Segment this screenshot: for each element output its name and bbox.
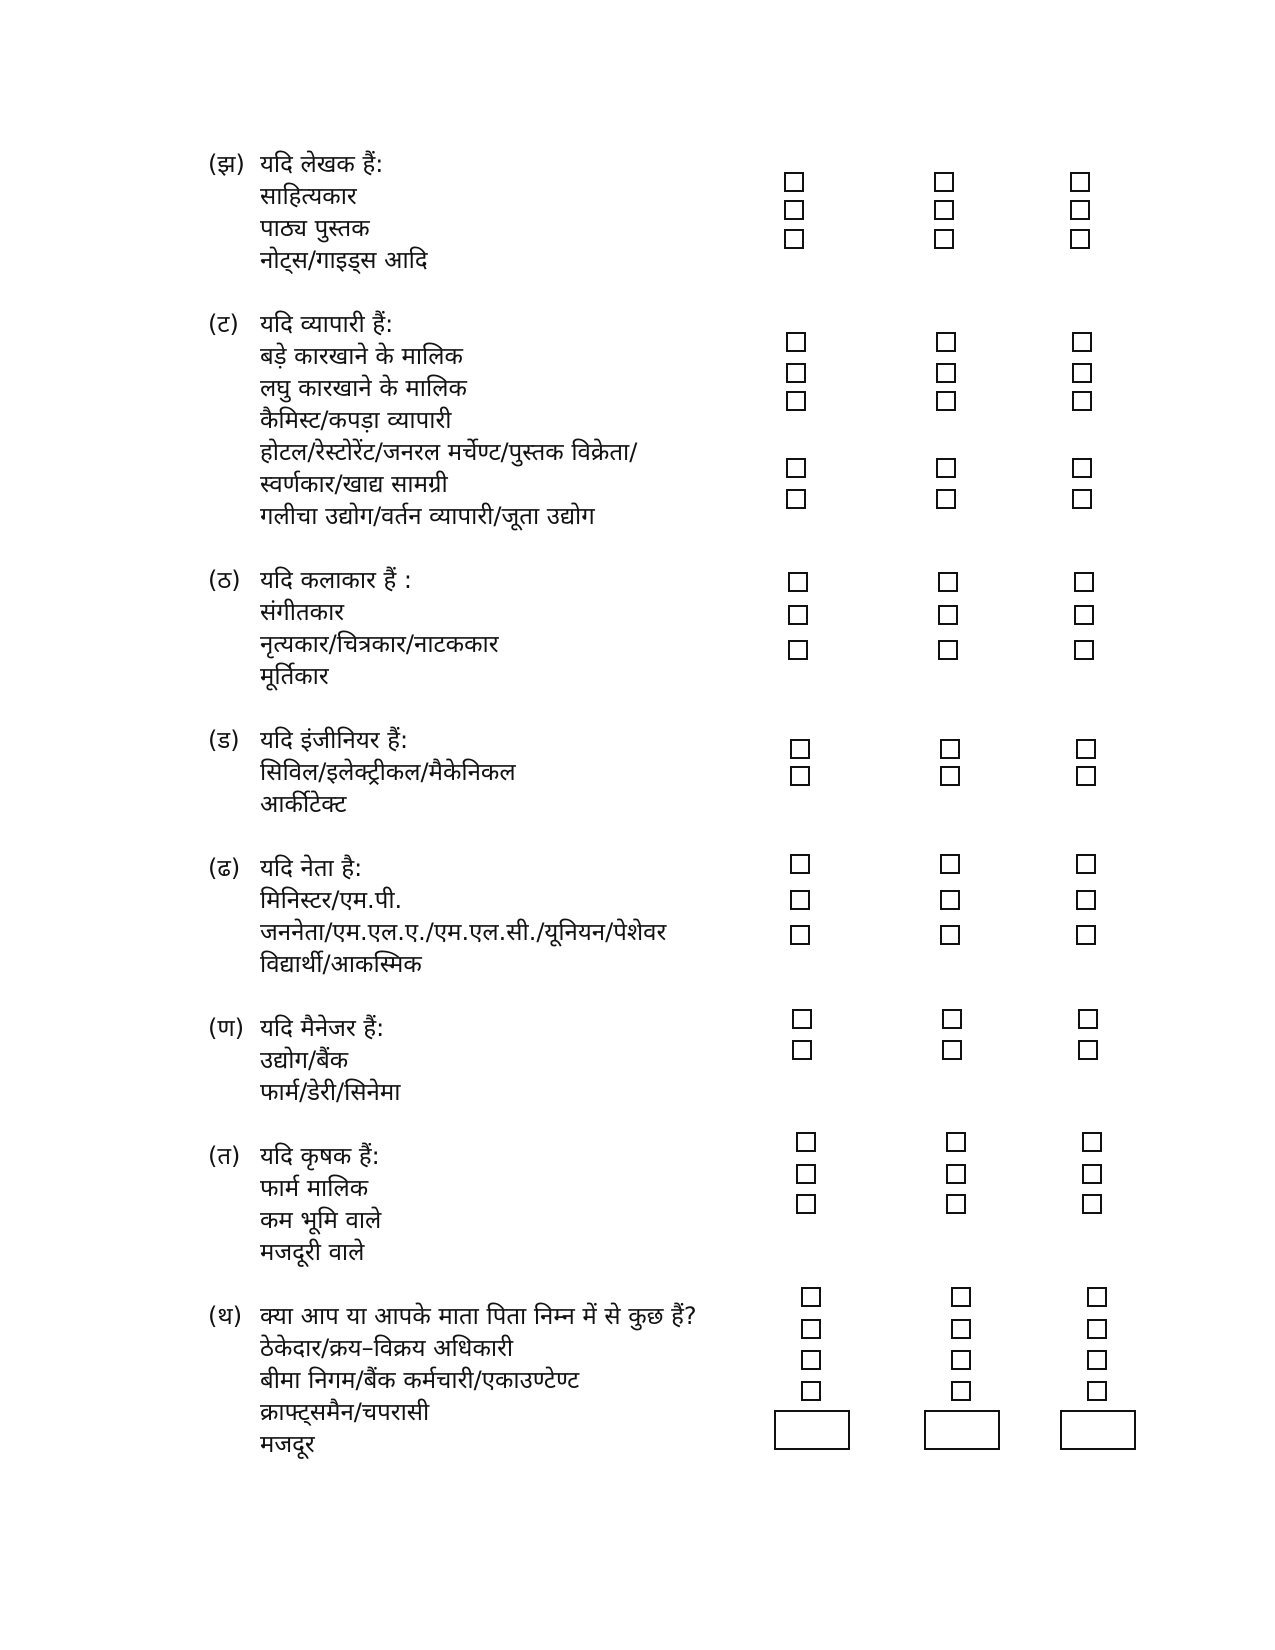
checkbox[interactable] xyxy=(1070,172,1090,192)
checkbox[interactable] xyxy=(951,1287,971,1307)
checkbox[interactable] xyxy=(1074,572,1094,592)
checkbox[interactable] xyxy=(936,332,956,352)
checkbox[interactable] xyxy=(936,391,956,411)
checkbox[interactable] xyxy=(938,605,958,625)
checkbox[interactable] xyxy=(1082,1164,1102,1184)
option-label: मजदूर xyxy=(260,1430,315,1458)
section-marker: (ढ) xyxy=(208,854,241,882)
section-heading: यदि नेता है: xyxy=(260,854,363,882)
option-label: मजदूरी वाले xyxy=(260,1238,365,1266)
section-marker: (ण) xyxy=(208,1014,245,1042)
option-label: मिनिस्टर/एम.पी. xyxy=(260,886,403,914)
checkbox[interactable] xyxy=(801,1381,821,1401)
checkbox[interactable] xyxy=(784,200,804,220)
checkbox[interactable] xyxy=(936,489,956,509)
checkbox[interactable] xyxy=(1076,766,1096,786)
checkbox[interactable] xyxy=(940,854,960,874)
option-label: नोट्स/गाइड्स आदि xyxy=(260,246,428,274)
checkbox[interactable] xyxy=(792,1040,812,1060)
checkbox[interactable] xyxy=(784,229,804,249)
section-marker: (ट) xyxy=(208,310,239,338)
checkbox[interactable] xyxy=(936,363,956,383)
checkbox[interactable] xyxy=(786,391,806,411)
option-label: साहित्यकार xyxy=(260,182,357,210)
checkbox[interactable] xyxy=(1072,458,1092,478)
checkbox[interactable] xyxy=(946,1132,966,1152)
checkbox[interactable] xyxy=(951,1381,971,1401)
checkbox[interactable] xyxy=(796,1194,816,1214)
option-label: लघु कारखाने के मालिक xyxy=(260,374,467,402)
option-label: क्राफ्ट्समैन/चपरासी xyxy=(260,1398,430,1426)
checkbox[interactable] xyxy=(790,854,810,874)
checkbox[interactable] xyxy=(1072,489,1092,509)
option-label: मूर्तिकार xyxy=(260,662,329,690)
checkbox[interactable] xyxy=(940,739,960,759)
option-label: कम भूमि वाले xyxy=(260,1206,382,1234)
checkbox[interactable] xyxy=(940,890,960,910)
checkbox[interactable] xyxy=(788,572,808,592)
checkbox[interactable] xyxy=(796,1164,816,1184)
section-heading: क्या आप या आपके माता पिता निम्न में से कुछ हैं? xyxy=(260,1302,697,1330)
option-label: आर्कीटेक्ट xyxy=(260,790,347,818)
option-label: पाठ्य पुस्तक xyxy=(260,214,370,242)
checkbox[interactable] xyxy=(1074,640,1094,660)
checkbox[interactable] xyxy=(790,890,810,910)
checkbox[interactable] xyxy=(1072,363,1092,383)
checkbox[interactable] xyxy=(1076,739,1096,759)
section-heading: यदि कृषक हैं: xyxy=(260,1142,380,1170)
checkbox[interactable] xyxy=(1087,1287,1107,1307)
checkbox[interactable] xyxy=(934,229,954,249)
option-label: जननेता/एम.एल.ए./एम.एल.सी./यूनियन/पेशेवर xyxy=(260,918,667,946)
checkbox[interactable] xyxy=(934,200,954,220)
checkbox[interactable] xyxy=(786,332,806,352)
checkbox[interactable] xyxy=(784,172,804,192)
checkbox[interactable] xyxy=(1072,391,1092,411)
checkbox[interactable] xyxy=(788,640,808,660)
option-label: संगीतकार xyxy=(260,598,345,626)
checkbox[interactable] xyxy=(940,925,960,945)
answer-box[interactable] xyxy=(774,1410,850,1450)
option-label: कैमिस्ट/कपड़ा व्यापारी xyxy=(260,406,452,434)
option-label: सिविल/इलेक्ट्रीकल/मैकेनिकल xyxy=(260,758,516,786)
option-label: बीमा निगम/बैंक कर्मचारी/एकाउण्टेण्ट xyxy=(260,1366,580,1394)
checkbox[interactable] xyxy=(786,489,806,509)
checkbox[interactable] xyxy=(1070,229,1090,249)
section-heading: यदि इंजीनियर हैं: xyxy=(260,726,409,754)
checkbox[interactable] xyxy=(801,1287,821,1307)
option-label: फार्म/डेरी/सिनेमा xyxy=(260,1078,401,1106)
section-marker: (त) xyxy=(208,1142,241,1170)
checkbox[interactable] xyxy=(942,1040,962,1060)
checkbox[interactable] xyxy=(938,572,958,592)
checkbox[interactable] xyxy=(1087,1350,1107,1370)
checkbox[interactable] xyxy=(940,766,960,786)
checkbox[interactable] xyxy=(786,363,806,383)
checkbox[interactable] xyxy=(786,458,806,478)
section-heading: यदि कलाकार हैं : xyxy=(260,566,412,594)
checkbox[interactable] xyxy=(1074,605,1094,625)
checkbox[interactable] xyxy=(951,1319,971,1339)
option-label: स्वर्णकार/खाद्य सामग्री xyxy=(260,470,448,498)
checkbox[interactable] xyxy=(946,1164,966,1184)
answer-box[interactable] xyxy=(1060,1410,1136,1450)
checkbox[interactable] xyxy=(790,739,810,759)
checkbox[interactable] xyxy=(946,1194,966,1214)
checkbox[interactable] xyxy=(790,766,810,786)
section-heading: यदि लेखक हैं: xyxy=(260,150,384,178)
checkbox[interactable] xyxy=(1082,1194,1102,1214)
checkbox[interactable] xyxy=(1076,890,1096,910)
option-label: बड़े कारखाने के मालिक xyxy=(260,342,463,370)
checkbox[interactable] xyxy=(934,172,954,192)
checkbox[interactable] xyxy=(936,458,956,478)
checkbox[interactable] xyxy=(790,925,810,945)
checkbox[interactable] xyxy=(1087,1319,1107,1339)
checkbox[interactable] xyxy=(942,1009,962,1029)
option-label: उद्योग/बैंक xyxy=(260,1046,349,1074)
checkbox[interactable] xyxy=(1076,854,1096,874)
checkbox[interactable] xyxy=(801,1350,821,1370)
section-marker: (ठ) xyxy=(208,566,241,594)
section-marker: (ड) xyxy=(208,726,240,754)
checkbox[interactable] xyxy=(1078,1009,1098,1029)
answer-box[interactable] xyxy=(924,1410,1000,1450)
checkbox[interactable] xyxy=(1072,332,1092,352)
checkbox[interactable] xyxy=(938,640,958,660)
option-label: गलीचा उद्योग/वर्तन व्यापारी/जूता उद्योग xyxy=(260,502,595,530)
section-marker: (थ) xyxy=(208,1302,243,1330)
checkbox[interactable] xyxy=(1076,925,1096,945)
option-label: फार्म मालिक xyxy=(260,1174,369,1202)
option-label: विद्यार्थी/आकस्मिक xyxy=(260,950,422,978)
checkbox[interactable] xyxy=(951,1350,971,1370)
checkbox[interactable] xyxy=(1070,200,1090,220)
checkbox[interactable] xyxy=(788,605,808,625)
checkbox[interactable] xyxy=(1082,1132,1102,1152)
checkbox[interactable] xyxy=(792,1009,812,1029)
checkbox[interactable] xyxy=(1087,1381,1107,1401)
section-heading: यदि मैनेजर हैं: xyxy=(260,1014,385,1042)
checkbox[interactable] xyxy=(801,1319,821,1339)
checkbox[interactable] xyxy=(1078,1040,1098,1060)
section-marker: (झ) xyxy=(208,150,245,178)
section-heading: यदि व्यापारी हैं: xyxy=(260,310,394,338)
option-label: होटल/रेस्टोरेंट/जनरल मर्चेण्ट/पुस्तक विक्रेता/ xyxy=(260,438,638,466)
checkbox[interactable] xyxy=(796,1132,816,1152)
option-label: नृत्यकार/चित्रकार/नाटककार xyxy=(260,630,499,658)
option-label: ठेकेदार/क्रय–विक्रय अधिकारी xyxy=(260,1334,514,1362)
